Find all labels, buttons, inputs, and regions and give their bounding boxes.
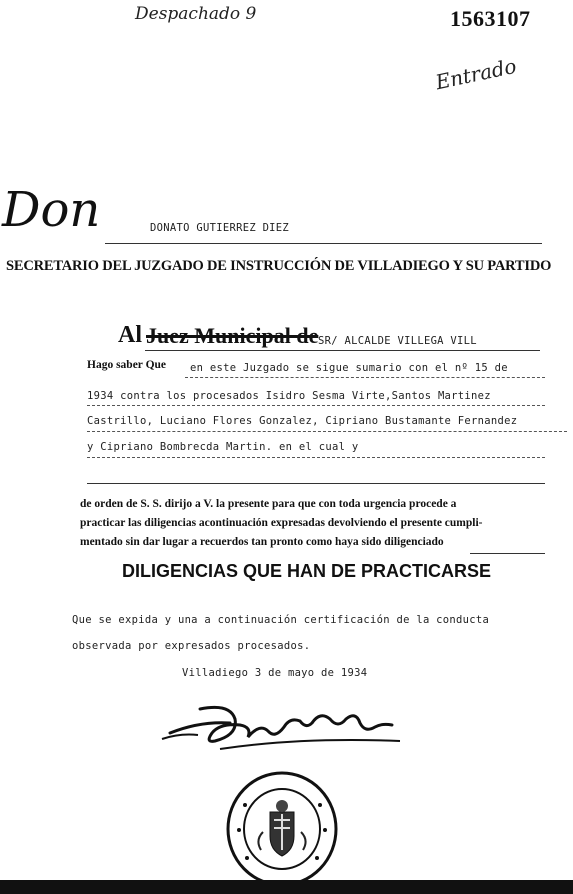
hago-saber-label: Hago saber Que <box>87 359 167 371</box>
secretary-name: DONATO GUTIERREZ DIEZ <box>150 222 290 234</box>
order-underline <box>470 553 545 554</box>
al-label: Al <box>118 322 142 348</box>
diligencias-heading: DILIGENCIAS QUE HAN DE PRACTICARSE <box>122 561 492 581</box>
secretary-title: SECRETARIO DEL JUZGADO DE INSTRUCCIÓN DE VILLADIEGO Y SU PARTIDO <box>6 258 552 274</box>
body-rule-2 <box>87 405 545 406</box>
name-underline <box>105 243 542 244</box>
recipient: SR/ ALCALDE VILLEGA VILL <box>318 335 477 347</box>
order-line-1: de orden de S. S. dirijo a V. la presente para que con toda urgencia procede a <box>80 498 457 510</box>
body-line-4: y Cipriano Bombrecda Martin. en el cual y <box>87 441 359 453</box>
body-line-1: en este Juzgado se sigue sumario con el nº 15 de <box>190 362 508 374</box>
body-line-3: Castrillo, Luciano Flores Gonzalez, Cipriano Bustamante Fernandez <box>87 415 518 427</box>
body-rule-3 <box>87 431 567 432</box>
official-seal <box>225 770 340 888</box>
body-rule-1 <box>185 377 545 378</box>
body-line-2: 1934 contra los procesados Isidro Sesma Virte,Santos Martinez <box>87 390 491 402</box>
struck-addressee: Juez Municipal de <box>146 323 319 348</box>
body-rule-4 <box>87 457 545 458</box>
body-rule-5 <box>87 483 545 484</box>
handwritten-note-entrado: Entrado <box>433 53 519 95</box>
diligencias-line-1: Que se expida y una a continuación certificación de la conducta <box>72 614 490 626</box>
document-date: Villadiego 3 de mayo de 1934 <box>182 667 368 679</box>
signature <box>160 693 410 763</box>
diligencias-line-2: observada por expresados procesados. <box>72 640 311 652</box>
scan-edge-bar <box>0 880 573 894</box>
order-line-3: mentado sin dar lugar a recuerdos tan pronto como haya sido diligenciado <box>80 536 444 548</box>
handwritten-note-despachado: Despachado 9 <box>135 4 257 24</box>
document-number: 1563107 <box>450 6 531 31</box>
order-line-2: practicar las diligencias acontinuación expresadas devolviendo el presente cumpli- <box>80 517 483 529</box>
addressee-underline <box>145 350 540 351</box>
don-label: Don <box>2 182 101 238</box>
